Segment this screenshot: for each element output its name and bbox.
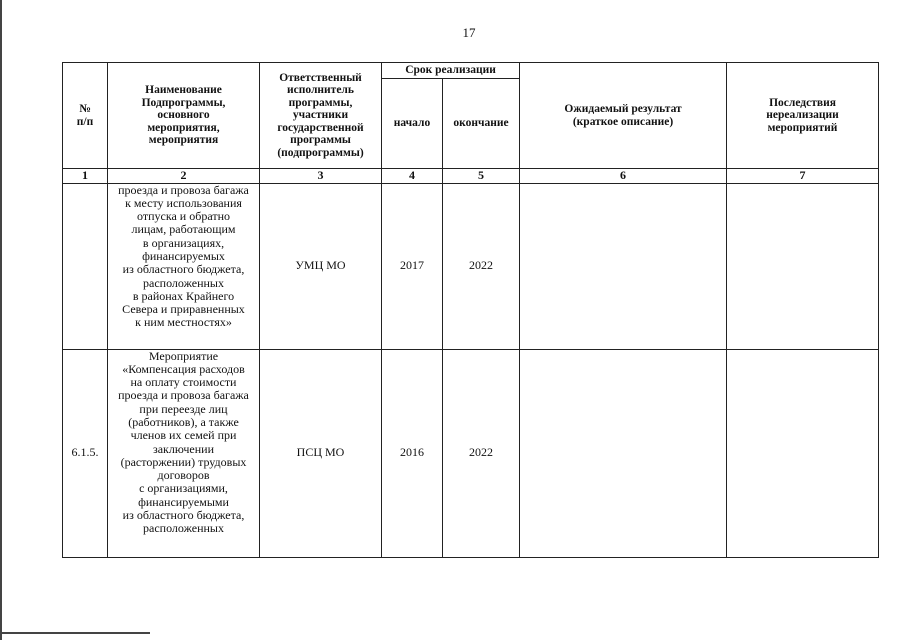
row-start: 2016 <box>382 349 443 557</box>
header-end: окончание <box>443 79 520 169</box>
header-row-1 <box>63 63 879 79</box>
column-number: 4 <box>382 169 443 184</box>
scan-edge-bottom <box>0 632 150 634</box>
row-result <box>520 183 727 349</box>
row-executor: ПСЦ МО <box>260 349 382 557</box>
column-number: 3 <box>260 169 382 184</box>
header-consequences: Последствия нереализации мероприятий <box>727 63 879 169</box>
column-number: 7 <box>727 169 879 184</box>
column-number: 5 <box>443 169 520 184</box>
row-executor: УМЦ МО <box>260 183 382 349</box>
row-num <box>63 183 108 349</box>
header-num: № п/п <box>63 63 108 169</box>
header-name: Наименование Подпрограммы, основного мероприятия, мероприятия <box>108 63 260 169</box>
row-start: 2017 <box>382 183 443 349</box>
row-name: Мероприятие «Компенсация расходов на оплату стоимости проезда и провоза багажа при переезде лиц (работников), а также членов их семей при заключении (расторжении) трудовых договоров с организациями, финансируемыми из областного бюджета, расположенных <box>108 349 260 557</box>
row-result <box>520 349 727 557</box>
row-name: проезда и провоза багажа к месту использования отпуска и обратно лицам, работающим в организациях, финансируемых из областного бюджета, расположенных в районах Крайнего Севера и приравненных к ним местностях» <box>108 183 260 349</box>
column-number-row <box>63 169 879 184</box>
row-consequences <box>727 349 879 557</box>
table-row <box>63 349 879 557</box>
row-num: 6.1.5. <box>63 349 108 557</box>
header-period: Срок реализации <box>382 63 520 79</box>
column-number: 1 <box>63 169 108 184</box>
header-executor: Ответственный исполнитель программы, участники государственной программы (подпрограммы) <box>260 63 382 169</box>
table-row <box>63 183 879 349</box>
measures-table <box>62 62 879 558</box>
scan-edge-left <box>0 0 2 640</box>
row-end: 2022 <box>443 183 520 349</box>
page-number: 17 <box>462 25 476 40</box>
header-result: Ожидаемый результат (краткое описание) <box>520 63 727 169</box>
header-start: начало <box>382 79 443 169</box>
column-number: 6 <box>520 169 727 184</box>
row-end: 2022 <box>443 349 520 557</box>
column-number: 2 <box>108 169 260 184</box>
row-consequences <box>727 183 879 349</box>
